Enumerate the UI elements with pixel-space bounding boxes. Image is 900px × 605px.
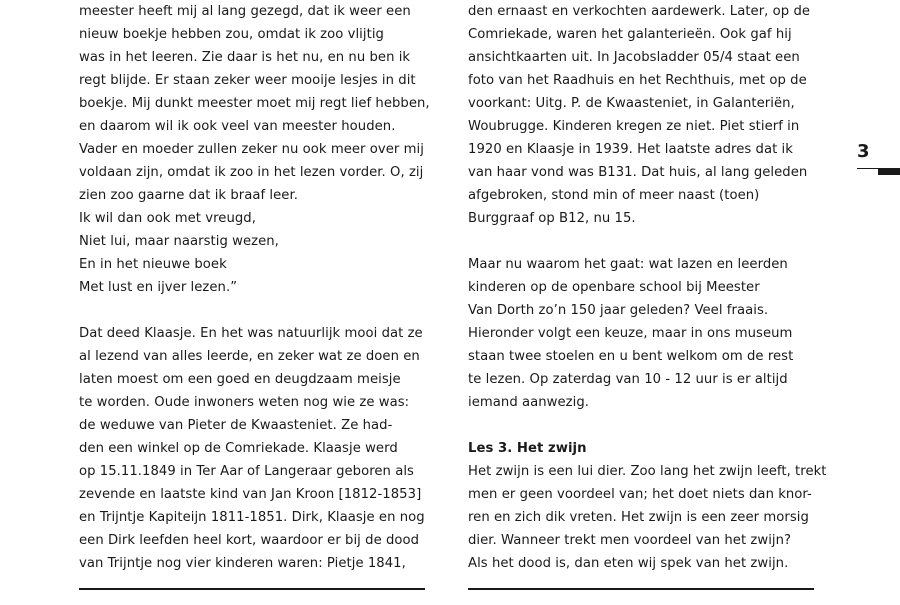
text-line: 1920 en Klaasje in 1939. Het laatste adres dat ik bbox=[468, 142, 793, 157]
poem-line: Niet lui, maar naarstig wezen, bbox=[79, 234, 279, 249]
text-line: te worden. Oude inwoners weten nog wie ze was: bbox=[79, 395, 410, 410]
text-line: den ernaast en verkochten aardewerk. Later, op de bbox=[468, 4, 811, 19]
right-column bbox=[468, 0, 827, 575]
text-line: een Dirk leefden heel kort, waardoor er bij de dood bbox=[79, 533, 420, 548]
text-line: Comriekade, waren het galanterieën. Ook gaf hij bbox=[468, 27, 792, 42]
lesson-line: dier. Wanneer trekt men voordeel van het zwijn? bbox=[468, 533, 792, 548]
text-line: meester heeft mij al lang gezegd, dat ik weer een bbox=[79, 4, 411, 19]
text-line: Van Dorth zo’n 150 jaar geleden? Veel fraais. bbox=[468, 303, 769, 318]
poem-line: Met lust en ijver lezen.” bbox=[79, 280, 238, 295]
paragraph-gap bbox=[468, 230, 818, 253]
lesson-line: Als het dood is, dan eten wij spek van het zwijn. bbox=[468, 556, 789, 571]
left-column bbox=[79, 0, 429, 575]
text-line: Maar nu waarom het gaat: wat lazen en leerden bbox=[468, 257, 788, 272]
text-line: van Trijntje nog vier kinderen waren: Pietje 1841, bbox=[79, 556, 406, 571]
lesson-heading: Les 3. Het zwijn bbox=[468, 441, 587, 456]
text-line: van haar vond was B131. Dat huis, al lang geleden bbox=[468, 165, 808, 180]
paragraph-gap bbox=[468, 414, 818, 437]
text-line: regt blijde. Er staan zeker weer mooije lesjes in dit bbox=[79, 73, 416, 88]
text-line: staan twee stoelen en u bent welkom om de rest bbox=[468, 349, 794, 364]
text-line: en Trijntje Kapiteijn 1811-1851. Dirk, Klaasje en nog bbox=[79, 510, 425, 525]
text-line: den een winkel op de Comriekade. Klaasje werd bbox=[79, 441, 398, 456]
text-line: iemand aanwezig. bbox=[468, 395, 589, 410]
text-line: afgebroken, stond min of meer naast (toen) bbox=[468, 188, 760, 203]
text-line: op 15.11.1849 in Ter Aar of Langeraar geboren als bbox=[79, 464, 414, 479]
text-line: zevende en laatste kind van Jan Kroon [1812-1853] bbox=[79, 487, 422, 502]
text-line: al lezend van alles leerde, en zeker wat ze doen en bbox=[79, 349, 420, 364]
text-line: was in het leeren. Zie daar is het nu, en nu ben ik bbox=[79, 50, 411, 65]
text-line: de weduwe van Pieter de Kwaasteniet. Ze had- bbox=[79, 418, 393, 433]
text-line: ansichtkaarten uit. In Jacobsladder 05/4 staat een bbox=[468, 50, 800, 65]
lesson-line: men er geen voordeel van; het doet niets dan knor- bbox=[468, 487, 812, 502]
text-line: kinderen op de openbare school bij Meester bbox=[468, 280, 760, 295]
left-bottom-rule bbox=[79, 588, 425, 590]
text-line: Dat deed Klaasje. En het was natuurlijk mooi dat ze bbox=[79, 326, 423, 341]
page-tab-marker bbox=[878, 169, 900, 175]
text-line: Burggraaf op B12, nu 15. bbox=[468, 211, 636, 226]
text-line: Hieronder volgt een keuze, maar in ons museum bbox=[468, 326, 793, 341]
poem-line: Ik wil dan ook met vreugd, bbox=[79, 211, 256, 226]
text-line: te lezen. Op zaterdag van 10 - 12 uur is er altijd bbox=[468, 372, 788, 387]
text-line: zien zoo gaarne dat ik braaf leer. bbox=[79, 188, 298, 203]
text-line: boekje. Mij dunkt meester moet mij regt lief hebben, bbox=[79, 96, 430, 111]
text-line: laten moest om een goed en deugdzaam meisje bbox=[79, 372, 401, 387]
text-line: en daarom wil ik ook veel van meester houden. bbox=[79, 119, 396, 134]
text-line: voldaan zijn, omdat ik zoo in het lezen vorder. O, zij bbox=[79, 165, 424, 180]
right-bottom-rule bbox=[468, 588, 814, 590]
text-line: foto van het Raadhuis en het Rechthuis, met op de bbox=[468, 73, 807, 88]
text-line: nieuw boekje hebben zou, omdat ik zoo vlijtig bbox=[79, 27, 384, 42]
lesson-line: ren en zich dik vreten. Het zwijn is een zeer morsig bbox=[468, 510, 809, 525]
text-line: Vader en moeder zullen zeker nu ook meer over mij bbox=[79, 142, 424, 157]
paragraph-gap bbox=[79, 299, 429, 322]
text-line: Woubrugge. Kinderen kregen ze niet. Piet stierf in bbox=[468, 119, 800, 134]
page-number: 3 bbox=[857, 141, 870, 162]
text-line: voorkant: Uitg. P. de Kwaasteniet, in Galanteriën, bbox=[468, 96, 795, 111]
lesson-line: Het zwijn is een lui dier. Zoo lang het zwijn leeft, trekt bbox=[468, 464, 827, 479]
poem-line: En in het nieuwe boek bbox=[79, 257, 227, 272]
